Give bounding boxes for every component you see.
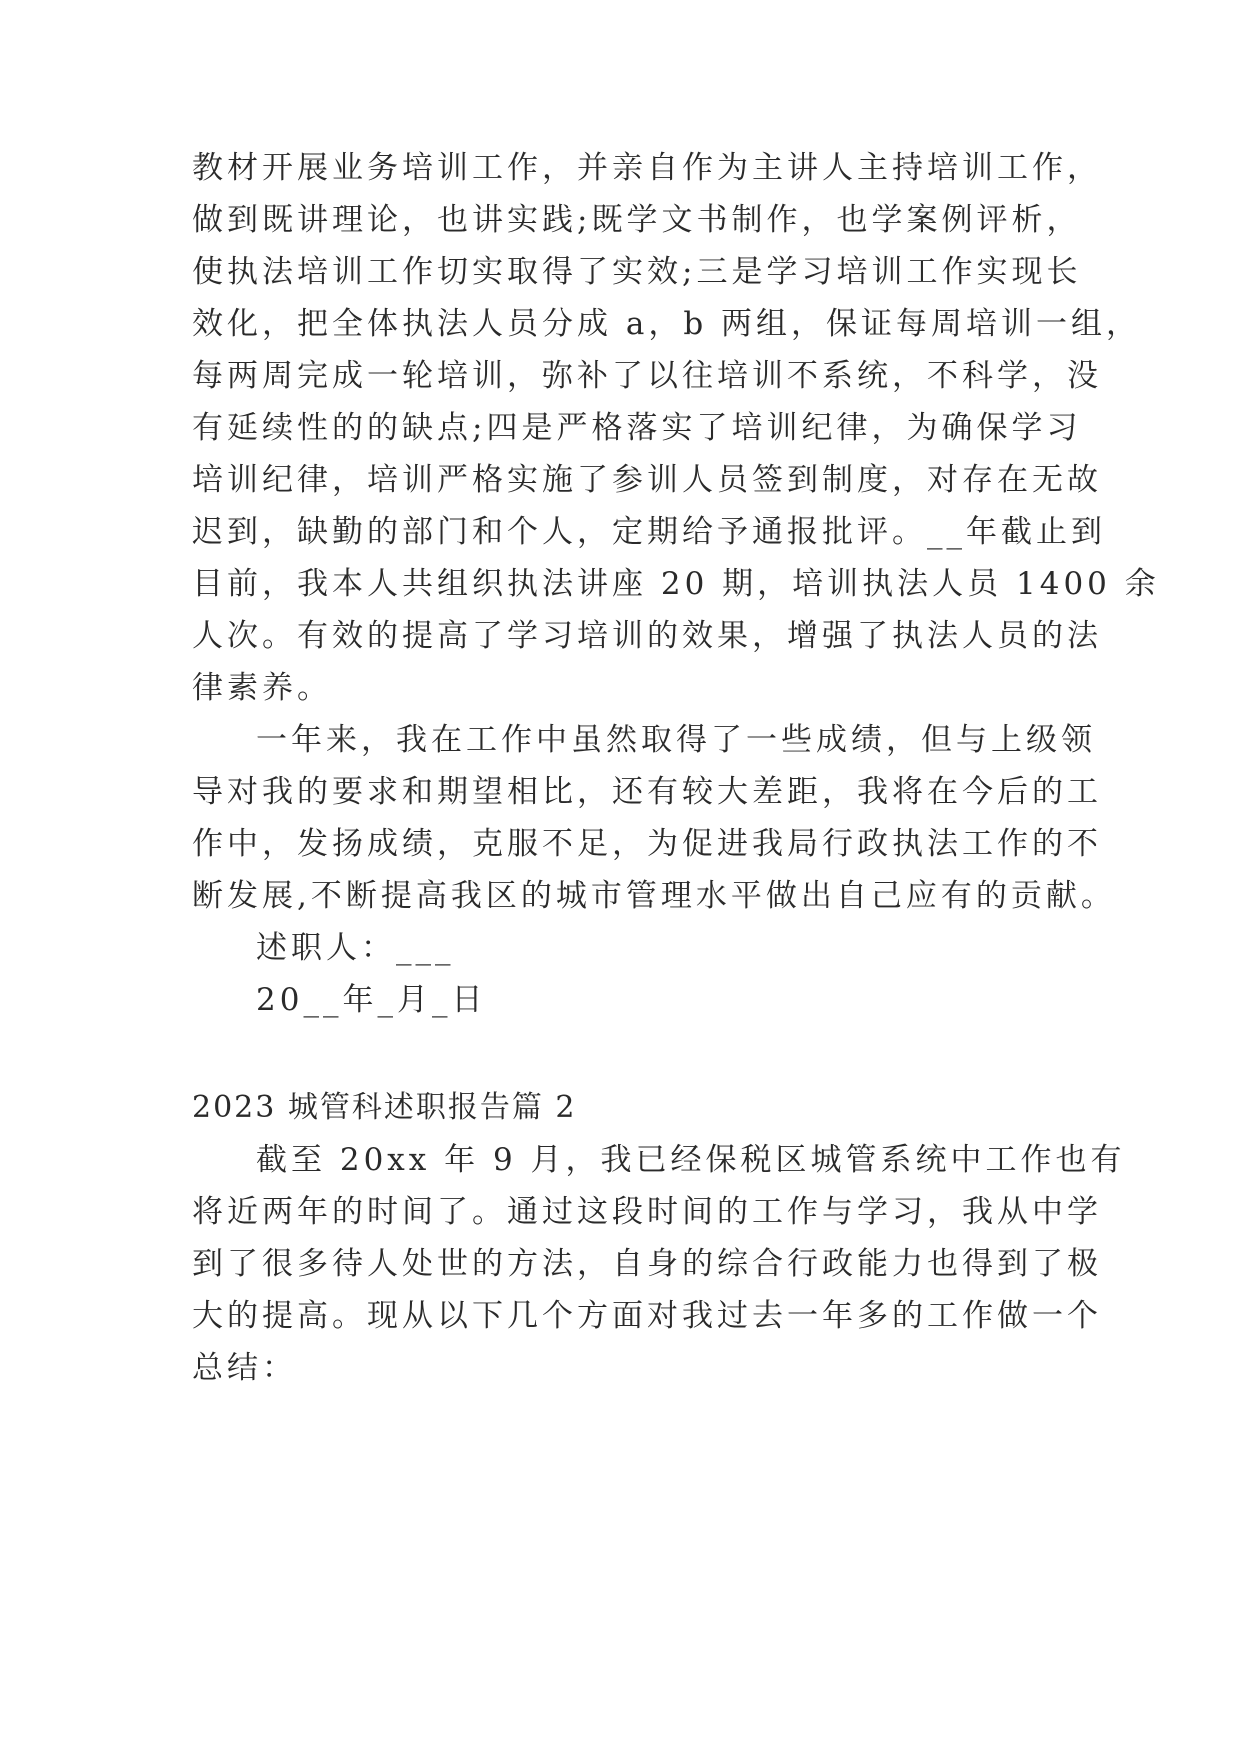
paragraph-line: 培训纪律，培训严格实施了参训人员签到制度，对存在无故 [192, 462, 1102, 498]
paragraph-line: 大的提高。现从以下几个方面对我过去一年多的工作做一个 [192, 1298, 1102, 1334]
paragraph-line: 效化，把全体执法人员分成 a，b 两组，保证每周培训一组， [192, 306, 1142, 342]
paragraph-line: 做到既讲理论，也讲实践;既学文书制作，也学案例评析， [192, 202, 1082, 238]
paragraph-line: 作中，发扬成绩，克服不足，为促进我局行政执法工作的不 [192, 826, 1102, 862]
paragraph-line: 有延续性的的缺点;四是严格落实了培训纪律，为确保学习 [192, 410, 1082, 446]
paragraph-line: 到了很多待人处世的方法，自身的综合行政能力也得到了极 [192, 1246, 1102, 1282]
paragraph-line: 律素养。 [192, 670, 332, 706]
paragraph-line: 断发展,不断提高我区的城市管理水平做出自己应有的贡献。 [192, 878, 1116, 914]
paragraph-line: 一年来，我在工作中虽然取得了一些成绩，但与上级领 [256, 722, 1096, 758]
paragraph-line: 目前，我本人共组织执法讲座 20 期，培训执法人员 1400 余 [192, 566, 1160, 602]
paragraph-line: 教材开展业务培训工作，并亲自作为主讲人主持培训工作， [192, 150, 1102, 186]
paragraph-line: 每两周完成一轮培训，弥补了以往培训不系统，不科学，没 [192, 358, 1102, 394]
paragraph-line: 人次。有效的提高了学习培训的效果，增强了执法人员的法 [192, 618, 1102, 654]
paragraph-line: 使执法培训工作切实取得了实效;三是学习培训工作实现长 [192, 254, 1082, 290]
paragraph-line: 将近两年的时间了。通过这段时间的工作与学习，我从中学 [192, 1194, 1102, 1230]
section-title: 2023 城管科述职报告篇 2 [192, 1090, 577, 1125]
paragraph-line: 截至 20xx 年 9 月，我已经保税区城管系统中工作也有 [256, 1142, 1126, 1178]
date-line: 20__年_月_日 [256, 982, 487, 1018]
paragraph-line: 导对我的要求和期望相比，还有较大差距，我将在今后的工 [192, 774, 1102, 810]
paragraph-line: 迟到，缺勤的部门和个人，定期给予通报批评。__年截止到 [192, 514, 1106, 550]
signature-line: 述职人：___ [256, 930, 455, 966]
paragraph-line: 总结： [192, 1350, 297, 1386]
